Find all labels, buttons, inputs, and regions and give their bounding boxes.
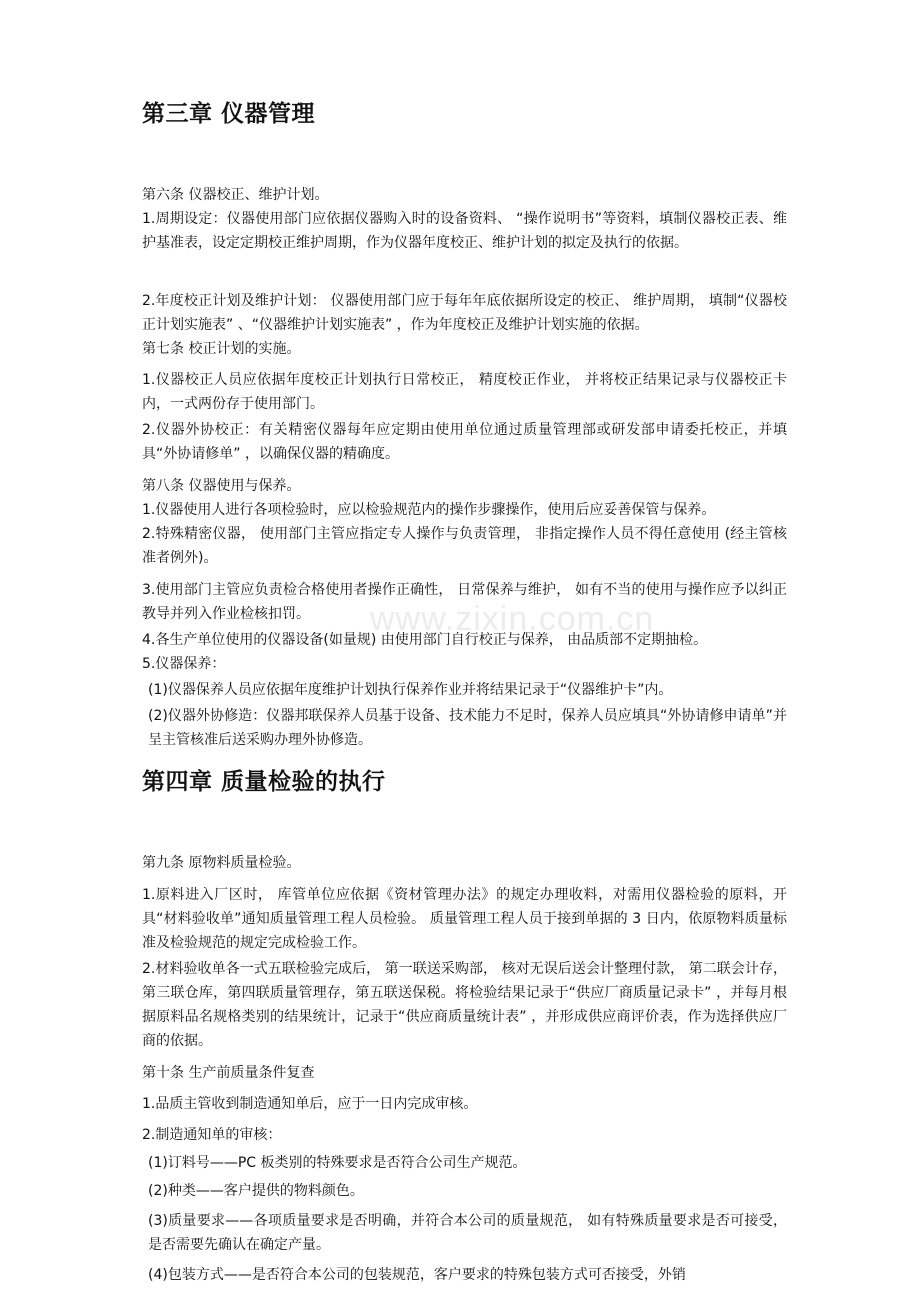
article-8-paragraph-5: 5.仪器保养： bbox=[142, 656, 226, 672]
article-8-paragraph-4: 4.各生产单位使用的仪器设备(如量规) 由使用部门自行校正与保养， 由品质部不定期抽检。 bbox=[142, 632, 708, 648]
article-9-paragraph-1: 1.原料进入厂区时， 库管单位应依据《资材管理办法》的规定办理收料，对需用仪器检验的原料，开具“材料验收单”通知质量管理工程人员检验。 质量管理工程人员于接到单据的 3 日内，依原物料质量标准及检验规范的规定完成检验工作。 bbox=[142, 887, 787, 951]
article-10-paragraph-2: 2.制造通知单的审核： bbox=[142, 1127, 282, 1143]
article-10-paragraph-1: 1.品质主管收到制造通知单后，应于一日内完成审核。 bbox=[142, 1096, 478, 1112]
article-7-paragraph-2: 2.仪器外协校正：有关精密仪器每年应定期由使用单位通过质量管理部或研发部申请委托校正，并填具“外协请修单” ，以确保仪器的精确度。 bbox=[142, 422, 787, 462]
article-10-title: 第十条 生产前质量条件复查 bbox=[142, 1065, 315, 1081]
chapter-4-title: 第四章 质量检验的执行 bbox=[142, 769, 386, 795]
article-8-paragraph-3: 3.使用部门主管应负责检合格使用者操作正确性， 日常保养与维护， 如有不当的使用与操作应予以纠正教导并列入作业检核扣罚。 bbox=[142, 582, 787, 622]
article-8-paragraph-1: 1.仪器使用人进行各项检验时，应以检验规范内的操作步骤操作，使用后应妥善保管与保养。 bbox=[142, 502, 716, 518]
article-10-item-2: (2)种类——客户提供的物料颜色。 bbox=[148, 1183, 364, 1199]
article-7-paragraph-1: 1.仪器校正人员应依据年度校正计划执行日常校正， 精度校正作业， 并将校正结果记录与仪器校正卡内，一式两份存于使用部门。 bbox=[142, 372, 787, 412]
article-6-paragraph-2: 2.年度校正计划及维护计划： 仪器使用部门应于每年年底依据所设定的校正、 维护周期， 填制“仪器校正计划实施表” 、“仪器维护计划实施表” ，作为年度校正及维护计划实施的依据。 bbox=[142, 293, 787, 333]
article-7-title: 第七条 校正计划的实施。 bbox=[142, 341, 301, 357]
article-9-paragraph-2: 2.材料验收单各一式五联检验完成后， 第一联送采购部， 核对无误后送会计整理付款， 第二联会计存，第三联仓库，第四联质量管理存，第五联送保税。将检验结果记录于“供应厂商质量记录卡” ，并每月根据原料品名规格类别的结果统计，记录于“供应商质量统计表” ，并形成供应商评价表，作为选择供应厂商的依据。 bbox=[142, 961, 787, 1049]
article-6-paragraph-1: 1.周期设定：仪器使用部门应依据仪器购入时的设备资料、 “操作说明书”等资料，填制仪器校正表、维护基准表，设定定期校正维护周期，作为仪器年度校正、维护计划的拟定及执行的依据。 bbox=[142, 211, 787, 251]
article-8-paragraph-5-item-2: (2)仪器外协修造：仪器邦联保养人员基于设备、技术能力不足时，保养人员应填具“外协请修申请单”并呈主管核准后送采购办理外协修造。 bbox=[148, 708, 787, 748]
article-8-title: 第八条 仪器使用与保养。 bbox=[142, 478, 301, 494]
chapter-3-title: 第三章 仪器管理 bbox=[142, 101, 316, 127]
article-9-title: 第九条 原物料质量检验。 bbox=[142, 855, 301, 871]
article-10-item-4: (4)包装方式——是否符合本公司的包装规范，客户要求的特殊包装方式可否接受，外销 bbox=[148, 1267, 686, 1283]
article-8-paragraph-2: 2.特殊精密仪器， 使用部门主管应指定专人操作与负责管理， 非指定操作人员不得任意使用 (经主管核准者例外)。 bbox=[142, 526, 787, 566]
article-10-item-3: (3)质量要求——各项质量要求是否明确，并符合本公司的质量规范， 如有特殊质量要求是否可接受，是否需要先确认在确定产量。 bbox=[148, 1213, 787, 1253]
article-10-item-1: (1)订料号——PC 板类别的特殊要求是否符合公司生产规范。 bbox=[148, 1155, 527, 1171]
article-6-title: 第六条 仪器校正、维护计划。 bbox=[142, 187, 329, 203]
article-8-paragraph-5-item-1: (1)仪器保养人员应依据年度维护计划执行保养作业并将结果记录于“仪器维护卡”内。 bbox=[148, 682, 673, 698]
watermark: www.zixin.com.cn bbox=[370, 600, 655, 638]
